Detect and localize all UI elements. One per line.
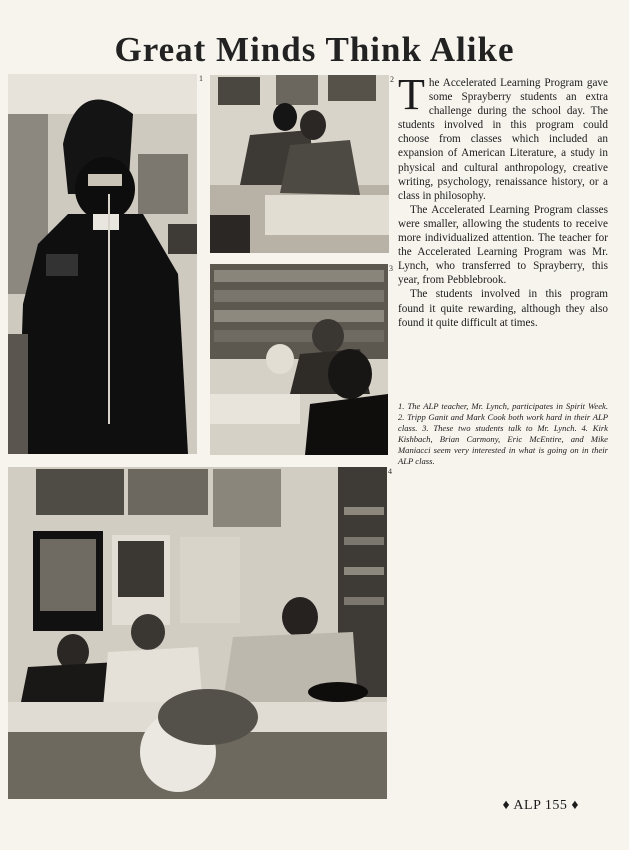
photo-caption: 1. The ALP teacher, Mr. Lynch, participates in Spirit Week. 2. Tripp Ganit and Mark Cook both work hard in their ALP class. 3. These two students talk to Mr. Lynch. 4. Kirk Kishbach, Brian Carmony, Eric McEntire, and Mike Maniacci seem very interested in what is going on in their ALP class. (398, 401, 608, 466)
photo-classroom-group (8, 467, 387, 799)
photo-students-desk (210, 75, 389, 253)
article-paragraph: The students involved in this program found it quite rewarding, although they also found it quite difficult at times. (398, 288, 608, 329)
page-title: Great Minds Think Alike (114, 30, 515, 69)
photo-number: 3 (389, 264, 393, 273)
photo-number: 1 (199, 74, 203, 83)
photo-library-talk (210, 264, 388, 455)
article-body (398, 70, 608, 330)
article-paragraph: The Accelerated Learning Program classes were smaller, allowing the students to receive more individualized attention. The teacher for the Accelerated Learning Program was Mr. Lynch, who transferred to Sprayberry, this year, from Pebblebrook. (398, 203, 608, 287)
photo-teacher-costume (8, 74, 197, 454)
drop-cap: T (398, 70, 425, 119)
page-folio: ♦ ALP 155 ♦ (502, 798, 579, 813)
photo-number: 2 (390, 75, 394, 84)
article-paragraph: The Accelerated Learning Program gave some Sprayberry students an extra challenge during the school day. The students involved in this program could choose from classes which included an expansion of American Literature, a study in physical and cultural anthropology, creative writing, psychology, renaissance history, or a class in philosophy. (398, 70, 608, 202)
photo-number: 4 (388, 467, 392, 476)
